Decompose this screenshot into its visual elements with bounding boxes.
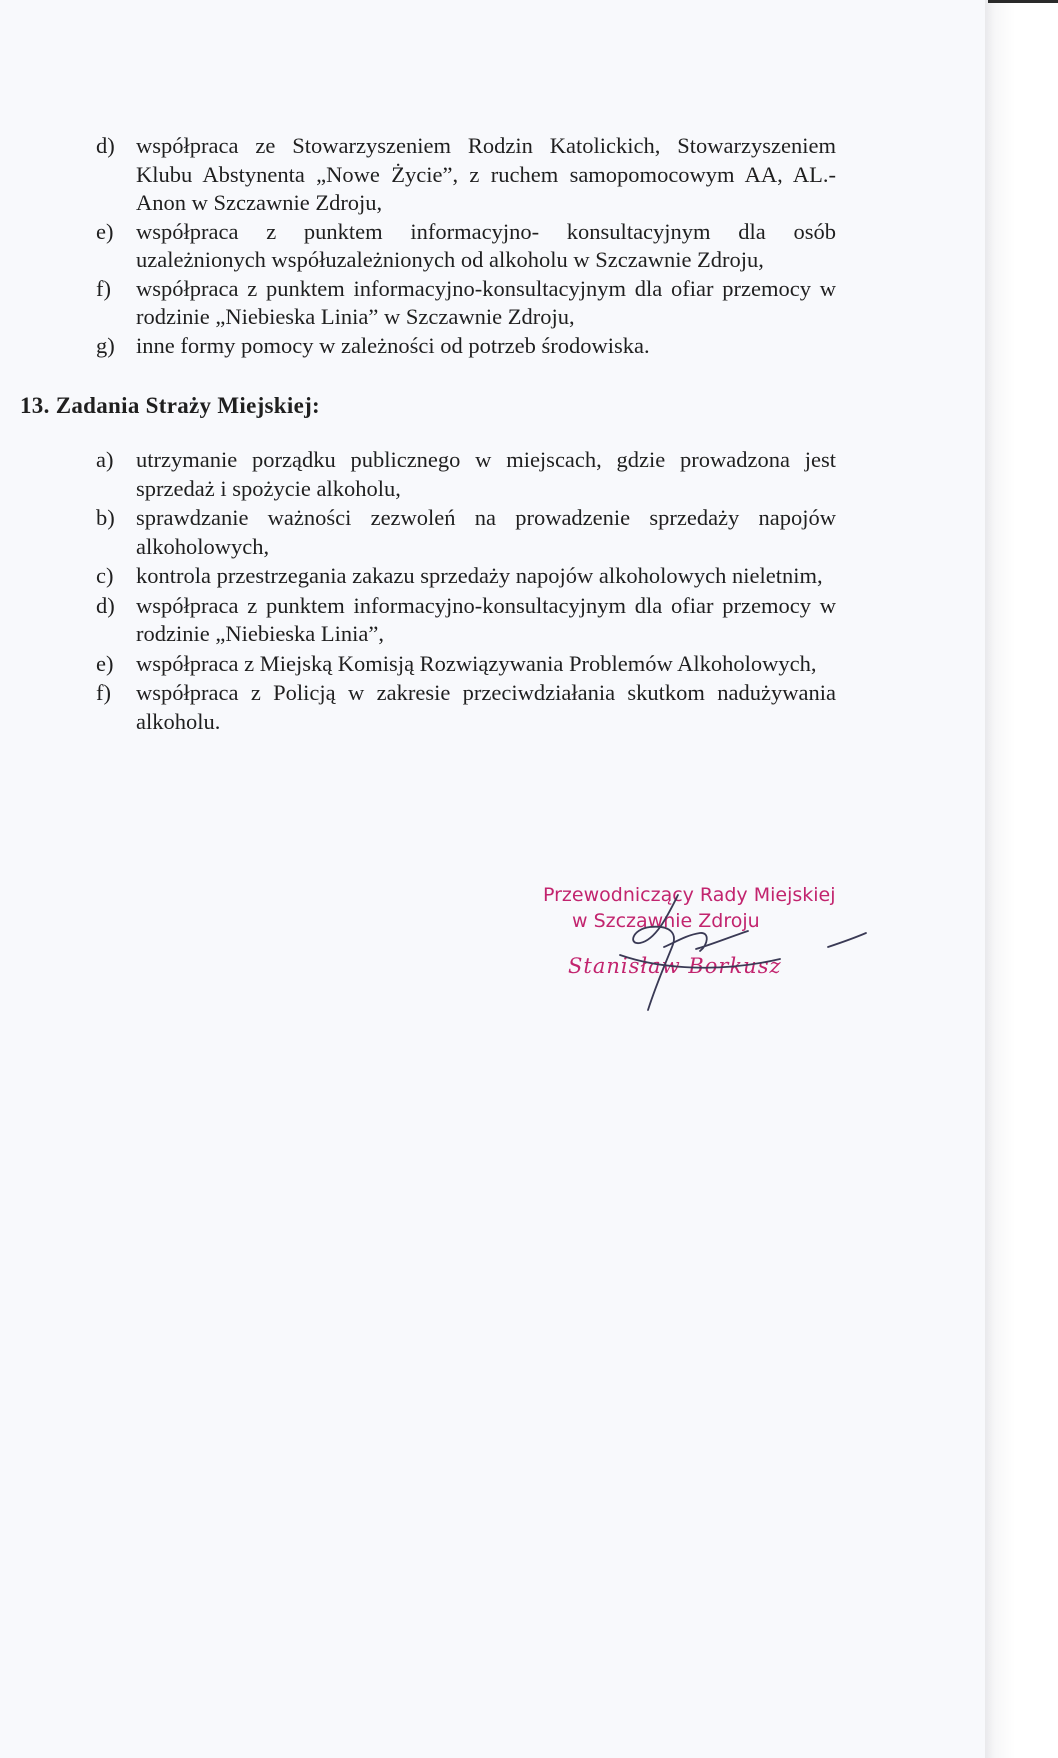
list-item-text: inne formy pomocy w zależności od potrzeb środowiska. (136, 332, 650, 358)
section-13-heading: 13. Zadania Straży Miejskiej: (20, 393, 321, 418)
list-marker: d) (96, 592, 115, 618)
handwritten-signature (560, 885, 880, 1025)
list-marker: f) (96, 680, 111, 705)
list-item (96, 332, 836, 361)
list-item (96, 562, 836, 591)
list-item (96, 650, 836, 679)
signature-stroke (620, 955, 780, 968)
list-item (96, 446, 836, 503)
list-item (96, 132, 836, 218)
list-marker: c) (96, 563, 114, 588)
list-item-text: utrzymanie porządku publicznego w miejscach, gdzie prowadzona jest sprzedaż i spożycie alkoholu, (136, 447, 836, 501)
list-item-text: współpraca z punktem informacyjno-konsultacyjnym dla ofiar przemocy w rodzinie „Niebieska Linia”, (136, 592, 836, 646)
list-item (96, 504, 836, 561)
stamp-location: w Szczawnie Zdroju (572, 910, 760, 932)
list-item (96, 275, 836, 332)
section-13-list (96, 446, 836, 736)
list-item-text: współpraca z Policją w zakresie przeciwdziałania skutkom nadużywania alkoholu. (136, 680, 836, 734)
list-item-text: współpraca ze Stowarzyszeniem Rodzin Katolickich, Stowarzyszeniem Klubu Abstynenta „Nowe Życie”, z ruchem samopomocowym AA, AL.- Anon w Szczawnie Zdroju, (136, 133, 836, 215)
list-item-text: współpraca z Miejską Komisją Rozwiązywania Problemów Alkoholowych, (136, 650, 817, 676)
list-marker: d) (96, 133, 115, 158)
list-marker: f) (96, 275, 111, 301)
signature-stroke (633, 895, 678, 1010)
list-item-text: współpraca z punktem informacyjno-konsultacyjnym dla ofiar przemocy w rodzinie „Niebieska Linia” w Szczawnie Zdroju, (136, 275, 836, 329)
list-marker: g) (96, 332, 115, 358)
page-edge-line (988, 0, 1058, 3)
signature-stroke (664, 931, 748, 951)
list-marker: a) (96, 447, 114, 472)
list-item-text: sprawdzanie ważności zezwoleń na prowadzenie sprzedaży napojów alkoholowych, (136, 505, 836, 559)
signature-stroke (828, 933, 866, 947)
list-item (96, 218, 836, 275)
stamp-title: Przewodniczący Rady Miejskiej (543, 884, 836, 906)
list-marker: e) (96, 650, 114, 676)
list-marker: e) (96, 218, 114, 244)
list-item (96, 679, 836, 736)
page-edge (985, 0, 1058, 1758)
list-marker: b) (96, 505, 115, 530)
stamp-name: Stanisław Borkusz (568, 954, 782, 978)
list-item-text: kontrola przestrzegania zakazu sprzedaży napojów alkoholowych nieletnim, (136, 563, 823, 588)
list-item-text: współpraca z punktem informacyjno- konsultacyjnym dla osób uzależnionych współuzależnionych od alkoholu w Szczawnie Zdroju, (136, 218, 836, 272)
list-item (96, 592, 836, 649)
section-12-list (96, 132, 836, 360)
